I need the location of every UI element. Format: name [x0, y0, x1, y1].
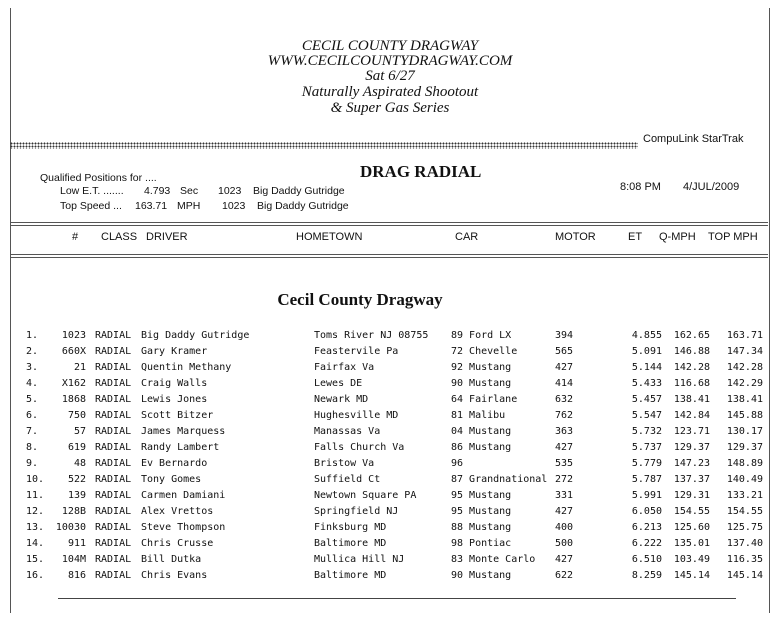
cell-pos: 16.	[26, 570, 45, 581]
cell-motor: 363	[555, 426, 574, 437]
cell-driver: Alex Vrettos	[141, 506, 214, 517]
table-row	[0, 362, 780, 378]
top-speed-driver: Big Daddy Gutridge	[257, 200, 349, 212]
cell-motor: 427	[555, 506, 574, 517]
table-row	[0, 538, 780, 554]
cell-class: RADIAL	[95, 426, 132, 437]
cell-qmph: 147.23	[673, 458, 710, 469]
cell-topmph: 129.37	[726, 442, 763, 453]
cell-num: 128B	[61, 506, 86, 517]
cell-qmph: 103.49	[673, 554, 710, 565]
cell-motor: 632	[555, 394, 574, 405]
cell-hometown: Mullica Hill NJ	[314, 554, 405, 565]
cell-car: 95 Mustang	[451, 506, 512, 517]
cell-topmph: 125.75	[726, 522, 763, 533]
cell-num: 21	[73, 362, 86, 373]
col-et: ET	[628, 231, 643, 243]
dotted-separator	[10, 142, 638, 149]
cell-num: 619	[67, 442, 86, 453]
header-website: WWW.CECILCOUNTYDRAGWAY.COM	[267, 53, 513, 69]
cell-pos: 13.	[26, 522, 45, 533]
cell-et: 6.050	[631, 506, 662, 517]
cell-car: 96	[451, 458, 464, 469]
cell-driver: James Marquess	[141, 426, 226, 437]
cell-hometown: Feastervile Pa	[314, 346, 399, 357]
cell-pos: 9.	[26, 458, 39, 469]
cell-pos: 15.	[26, 554, 45, 565]
report-time: 8:08 PM	[620, 181, 661, 193]
cell-et: 8.259	[631, 570, 662, 581]
cell-topmph: 116.35	[726, 554, 763, 565]
table-row	[0, 554, 780, 570]
cell-car: 95 Mustang	[451, 490, 512, 501]
cell-car: 64 Fairlane	[451, 394, 518, 405]
cell-et: 5.787	[631, 474, 662, 485]
cell-pos: 5.	[26, 394, 39, 405]
cell-class: RADIAL	[95, 522, 132, 533]
cell-topmph: 148.89	[726, 458, 763, 469]
cell-class: RADIAL	[95, 538, 132, 549]
col-driver: DRIVER	[146, 231, 188, 243]
cell-driver: Chris Evans	[141, 570, 208, 581]
cell-num: 816	[67, 570, 86, 581]
cell-motor: 414	[555, 378, 574, 389]
cell-motor: 427	[555, 442, 574, 453]
compulink-label: CompuLink StarTrak	[643, 133, 744, 145]
cell-topmph: 142.29	[726, 378, 763, 389]
cell-pos: 2.	[26, 346, 39, 357]
cell-car: 87 Grandnational	[451, 474, 548, 485]
cell-driver: Carmen Damiani	[141, 490, 226, 501]
cell-hometown: Lewes DE	[314, 378, 363, 389]
header-bottom-rule-2	[10, 257, 768, 258]
cell-et: 4.855	[631, 330, 662, 341]
cell-car: 89 Ford LX	[451, 330, 512, 341]
cell-class: RADIAL	[95, 442, 132, 453]
col-topmph: TOP MPH	[708, 231, 758, 243]
cell-topmph: 145.88	[726, 410, 763, 421]
cell-num: 139	[67, 490, 86, 501]
header-bottom-rule	[10, 254, 768, 255]
cell-qmph: 146.88	[673, 346, 710, 357]
table-row	[0, 378, 780, 394]
cell-et: 5.779	[631, 458, 662, 469]
cell-pos: 10.	[26, 474, 45, 485]
top-speed-unit: MPH	[177, 200, 201, 212]
cell-hometown: Newtown Square PA	[314, 490, 417, 501]
cell-motor: 427	[555, 554, 574, 565]
cell-driver: Gary Kramer	[141, 346, 208, 357]
cell-topmph: 140.49	[726, 474, 763, 485]
cell-et: 5.991	[631, 490, 662, 501]
cell-num: 660X	[61, 346, 86, 357]
track-name-heading: Cecil County Dragway	[277, 290, 443, 309]
cell-qmph: 125.60	[673, 522, 710, 533]
cell-pos: 1.	[26, 330, 39, 341]
cell-driver: Bill Dutka	[141, 554, 202, 565]
cell-et: 6.213	[631, 522, 662, 533]
cell-class: RADIAL	[95, 474, 132, 485]
low-et-number: 1023	[218, 185, 242, 197]
table-row	[0, 490, 780, 506]
cell-car: 92 Mustang	[451, 362, 512, 373]
table-row	[0, 570, 780, 586]
col-car: CAR	[455, 231, 479, 243]
cell-num: 750	[67, 410, 86, 421]
cell-driver: Chris Crusse	[141, 538, 214, 549]
cell-et: 5.144	[631, 362, 662, 373]
cell-hometown: Toms River NJ 08755	[314, 330, 429, 341]
cell-num: 911	[67, 538, 86, 549]
event-title: DRAG RADIAL	[360, 162, 482, 181]
header-event: Naturally Aspirated Shootout	[301, 84, 479, 100]
col-qmph: Q-MPH	[659, 231, 696, 243]
cell-class: RADIAL	[95, 458, 132, 469]
footer-rule	[58, 598, 736, 599]
cell-motor: 622	[555, 570, 574, 581]
cell-hometown: Suffield Ct	[314, 474, 381, 485]
cell-driver: Craig Walls	[141, 378, 208, 389]
cell-et: 5.091	[631, 346, 662, 357]
cell-topmph: 142.28	[726, 362, 763, 373]
cell-qmph: 162.65	[673, 330, 710, 341]
cell-car: 86 Mustang	[451, 442, 512, 453]
table-row	[0, 458, 780, 474]
col-hometown: HOMETOWN	[296, 231, 363, 243]
low-et-driver: Big Daddy Gutridge	[253, 185, 345, 197]
cell-qmph: 145.14	[673, 570, 710, 581]
cell-hometown: Manassas Va	[314, 426, 381, 437]
cell-et: 5.433	[631, 378, 662, 389]
top-speed-label: Top Speed ...	[60, 200, 122, 212]
low-et-unit: Sec	[180, 185, 199, 197]
cell-et: 5.732	[631, 426, 662, 437]
cell-driver: Randy Lambert	[141, 442, 220, 453]
table-row	[0, 522, 780, 538]
cell-pos: 7.	[26, 426, 39, 437]
cell-car: 83 Monte Carlo	[451, 554, 536, 565]
cell-qmph: 142.84	[673, 410, 710, 421]
cell-driver: Ev Bernardo	[141, 458, 208, 469]
cell-driver: Big Daddy Gutridge	[141, 330, 250, 341]
cell-qmph: 154.55	[673, 506, 710, 517]
cell-motor: 762	[555, 410, 574, 421]
cell-qmph: 142.28	[673, 362, 710, 373]
cell-car: 90 Mustang	[451, 570, 512, 581]
cell-car: 72 Chevelle	[451, 346, 518, 357]
cell-topmph: 138.41	[726, 394, 763, 405]
cell-driver: Steve Thompson	[141, 522, 226, 533]
table-row	[0, 346, 780, 362]
table-row	[0, 330, 780, 346]
cell-class: RADIAL	[95, 362, 132, 373]
cell-driver: Quentin Methany	[141, 362, 232, 373]
cell-num: 1868	[61, 394, 86, 405]
cell-topmph: 133.21	[726, 490, 763, 501]
cell-motor: 427	[555, 362, 574, 373]
cell-qmph: 135.01	[673, 538, 710, 549]
cell-num: 522	[67, 474, 86, 485]
cell-hometown: Springfield NJ	[314, 506, 399, 517]
cell-class: RADIAL	[95, 330, 132, 341]
cell-topmph: 130.17	[726, 426, 763, 437]
cell-motor: 400	[555, 522, 574, 533]
table-row	[0, 506, 780, 522]
low-et-label: Low E.T. .......	[60, 185, 124, 197]
cell-class: RADIAL	[95, 378, 132, 389]
top-speed-number: 1023	[222, 200, 246, 212]
cell-driver: Tony Gomes	[141, 474, 202, 485]
cell-hometown: Finksburg MD	[314, 522, 387, 533]
cell-class: RADIAL	[95, 570, 132, 581]
cell-qmph: 137.37	[673, 474, 710, 485]
cell-pos: 14.	[26, 538, 45, 549]
header-date: Sat 6/27	[365, 68, 415, 84]
header-top-rule-2	[10, 225, 768, 226]
cell-driver: Lewis Jones	[141, 394, 208, 405]
cell-et: 5.737	[631, 442, 662, 453]
cell-pos: 11.	[26, 490, 45, 501]
cell-driver: Scott Bitzer	[141, 410, 214, 421]
cell-num: 48	[73, 458, 86, 469]
cell-hometown: Falls Church Va	[314, 442, 405, 453]
cell-qmph: 138.41	[673, 394, 710, 405]
cell-motor: 331	[555, 490, 574, 501]
cell-topmph: 154.55	[726, 506, 763, 517]
cell-qmph: 123.71	[673, 426, 710, 437]
header-top-rule	[10, 222, 768, 223]
cell-motor: 500	[555, 538, 574, 549]
header-track-name: CECIL COUNTY DRAGWAY	[301, 38, 479, 54]
col-class: CLASS	[101, 231, 138, 243]
cell-topmph: 137.40	[726, 538, 763, 549]
cell-topmph: 147.34	[726, 346, 763, 357]
cell-car: 81 Malibu	[451, 410, 506, 421]
qualified-heading: Qualified Positions for ....	[40, 172, 157, 184]
cell-hometown: Bristow Va	[314, 458, 375, 469]
cell-car: 98 Pontiac	[451, 538, 512, 549]
cell-num: 10030	[55, 522, 86, 533]
table-row	[0, 474, 780, 490]
table-row	[0, 410, 780, 426]
cell-qmph: 129.31	[673, 490, 710, 501]
cell-car: 90 Mustang	[451, 378, 512, 389]
low-et-value: 4.793	[144, 185, 171, 197]
cell-class: RADIAL	[95, 554, 132, 565]
cell-pos: 6.	[26, 410, 39, 421]
table-row	[0, 394, 780, 410]
cell-num: 104M	[61, 554, 86, 565]
cell-motor: 272	[555, 474, 574, 485]
header-series: & Super Gas Series	[330, 100, 450, 116]
cell-class: RADIAL	[95, 506, 132, 517]
cell-pos: 4.	[26, 378, 39, 389]
cell-topmph: 163.71	[726, 330, 763, 341]
report-date: 4/JUL/2009	[683, 181, 740, 193]
cell-topmph: 145.14	[726, 570, 763, 581]
cell-hometown: Baltimore MD	[314, 538, 387, 549]
cell-hometown: Baltimore MD	[314, 570, 387, 581]
table-row	[0, 426, 780, 442]
cell-qmph: 116.68	[673, 378, 710, 389]
cell-class: RADIAL	[95, 410, 132, 421]
cell-hometown: Fairfax Va	[314, 362, 375, 373]
col-motor: MOTOR	[555, 231, 596, 243]
cell-pos: 8.	[26, 442, 39, 453]
cell-motor: 535	[555, 458, 574, 469]
cell-class: RADIAL	[95, 394, 132, 405]
cell-car: 04 Mustang	[451, 426, 512, 437]
cell-num: 57	[73, 426, 86, 437]
cell-et: 5.547	[631, 410, 662, 421]
cell-class: RADIAL	[95, 490, 132, 501]
cell-et: 6.222	[631, 538, 662, 549]
cell-et: 5.457	[631, 394, 662, 405]
cell-qmph: 129.37	[673, 442, 710, 453]
cell-pos: 12.	[26, 506, 45, 517]
cell-car: 88 Mustang	[451, 522, 512, 533]
cell-hometown: Hughesville MD	[314, 410, 399, 421]
table-row	[0, 442, 780, 458]
cell-et: 6.510	[631, 554, 662, 565]
cell-hometown: Newark MD	[314, 394, 369, 405]
col-num: #	[72, 231, 79, 243]
cell-num: X162	[61, 378, 86, 389]
cell-num: 1023	[61, 330, 86, 341]
top-speed-value: 163.71	[135, 200, 168, 212]
cell-pos: 3.	[26, 362, 39, 373]
cell-motor: 565	[555, 346, 574, 357]
cell-class: RADIAL	[95, 346, 132, 357]
cell-motor: 394	[555, 330, 574, 341]
